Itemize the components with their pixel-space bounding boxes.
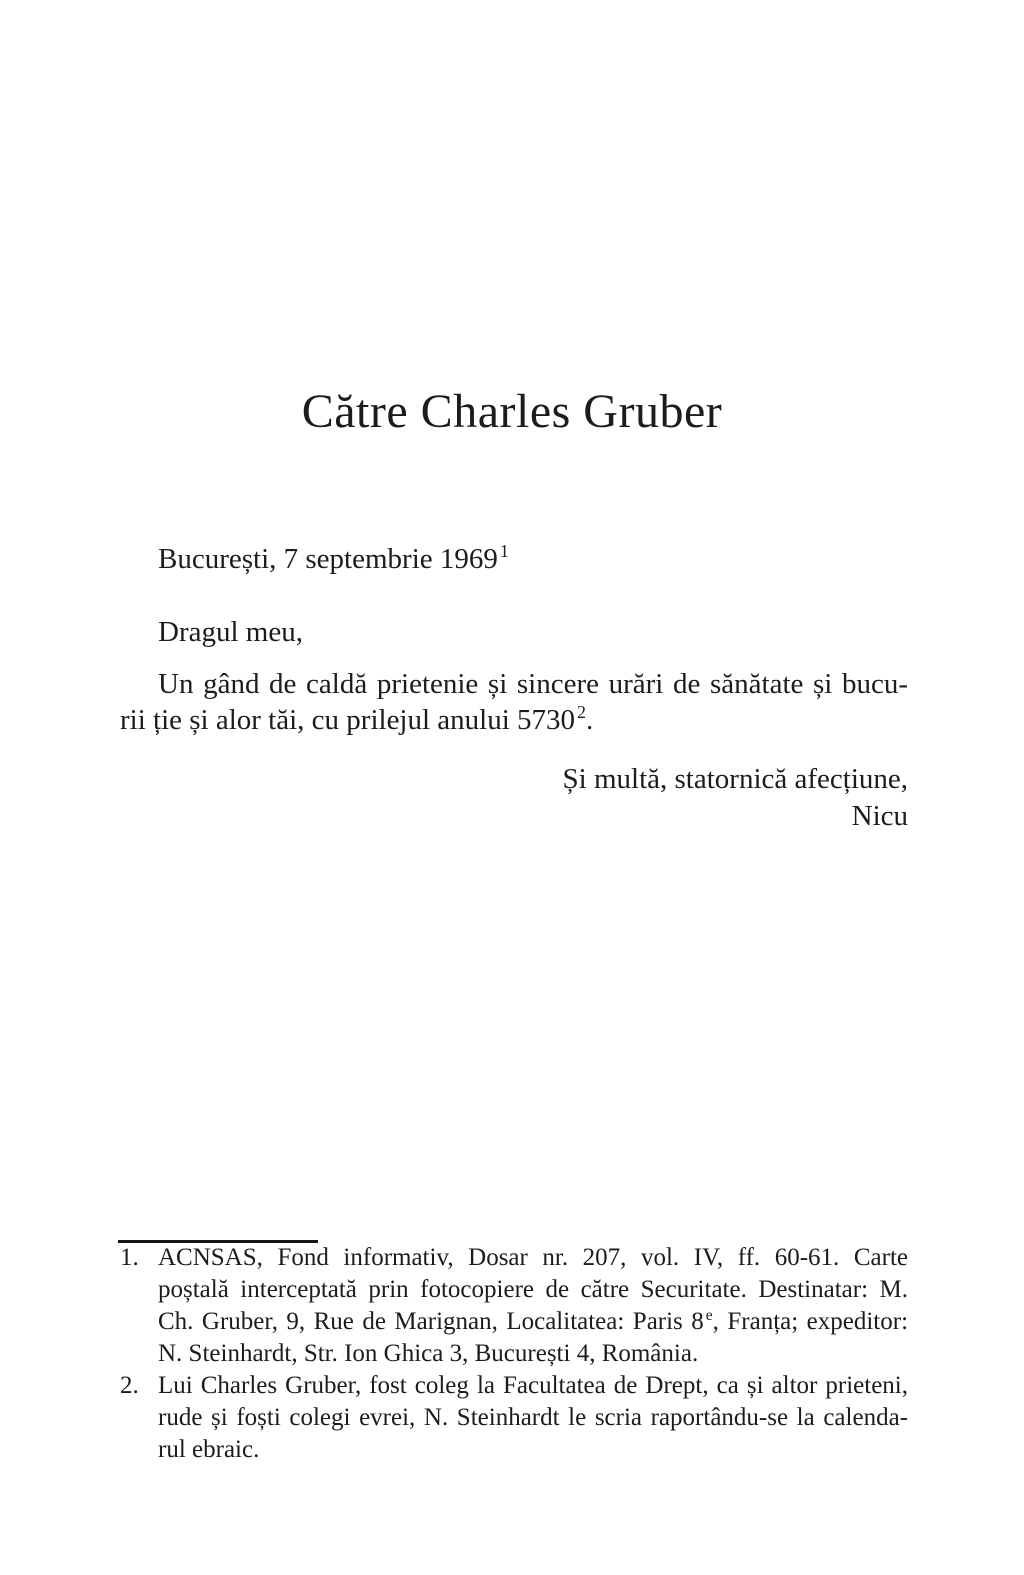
footnote-text bbox=[158, 1370, 908, 1466]
footnote-line: ACNSAS, Fond informativ, Dosar nr. 207, vol. IV, ff. 60-61. Carte bbox=[158, 1244, 908, 1271]
salutation: Dragul meu, bbox=[158, 616, 303, 648]
footnote-item bbox=[120, 1242, 908, 1370]
footnotes-section bbox=[120, 1242, 908, 1466]
signature: Nicu bbox=[851, 800, 908, 832]
paragraph-line-2: rii ție și alor tăi, cu prilejul anului 5730 $^2$. bbox=[120, 702, 594, 736]
footnote-line: rude și foști colegi evrei, N. Steinhardt le scria raportându-se la calenda- bbox=[158, 1404, 908, 1431]
paragraph-line-1: Un gând de caldă prietenie și sincere urări de sănătate și bucu- bbox=[158, 668, 908, 700]
footnote-number: 2. bbox=[120, 1372, 139, 1399]
footnote-item bbox=[120, 1370, 908, 1466]
letter-title: Către Charles Gruber bbox=[301, 385, 723, 438]
superscript-footnote-ref: 2 bbox=[577, 702, 587, 723]
dateline: București, 7 septembrie 1969 $^1$ bbox=[158, 541, 509, 575]
closing-line: Și multă, statornică afecțiune, bbox=[562, 763, 908, 795]
footnote-line: rul ebraic. bbox=[158, 1436, 260, 1463]
superscript-footnote-ref: e bbox=[705, 1306, 713, 1324]
footnote-line: Ch. Gruber, 9, Rue de Marignan, Localitatea: Paris 8 $^e$, Franța; expeditor: bbox=[158, 1306, 909, 1335]
footnote-line: Lui Charles Gruber, fost coleg la Facultatea de Drept, ca și altor prieteni, bbox=[158, 1372, 908, 1399]
footnote-text bbox=[158, 1242, 908, 1370]
footnote-line: poștală interceptată prin fotocopiere de către Securitate. Destinatar: M. bbox=[158, 1276, 908, 1303]
letter-paragraph bbox=[120, 666, 908, 738]
superscript-footnote-ref: 1 bbox=[499, 541, 509, 562]
footnote-number: 1. bbox=[120, 1244, 139, 1271]
footnote-line: N. Steinhardt, Str. Ion Ghica 3, București 4, România. bbox=[158, 1340, 699, 1367]
